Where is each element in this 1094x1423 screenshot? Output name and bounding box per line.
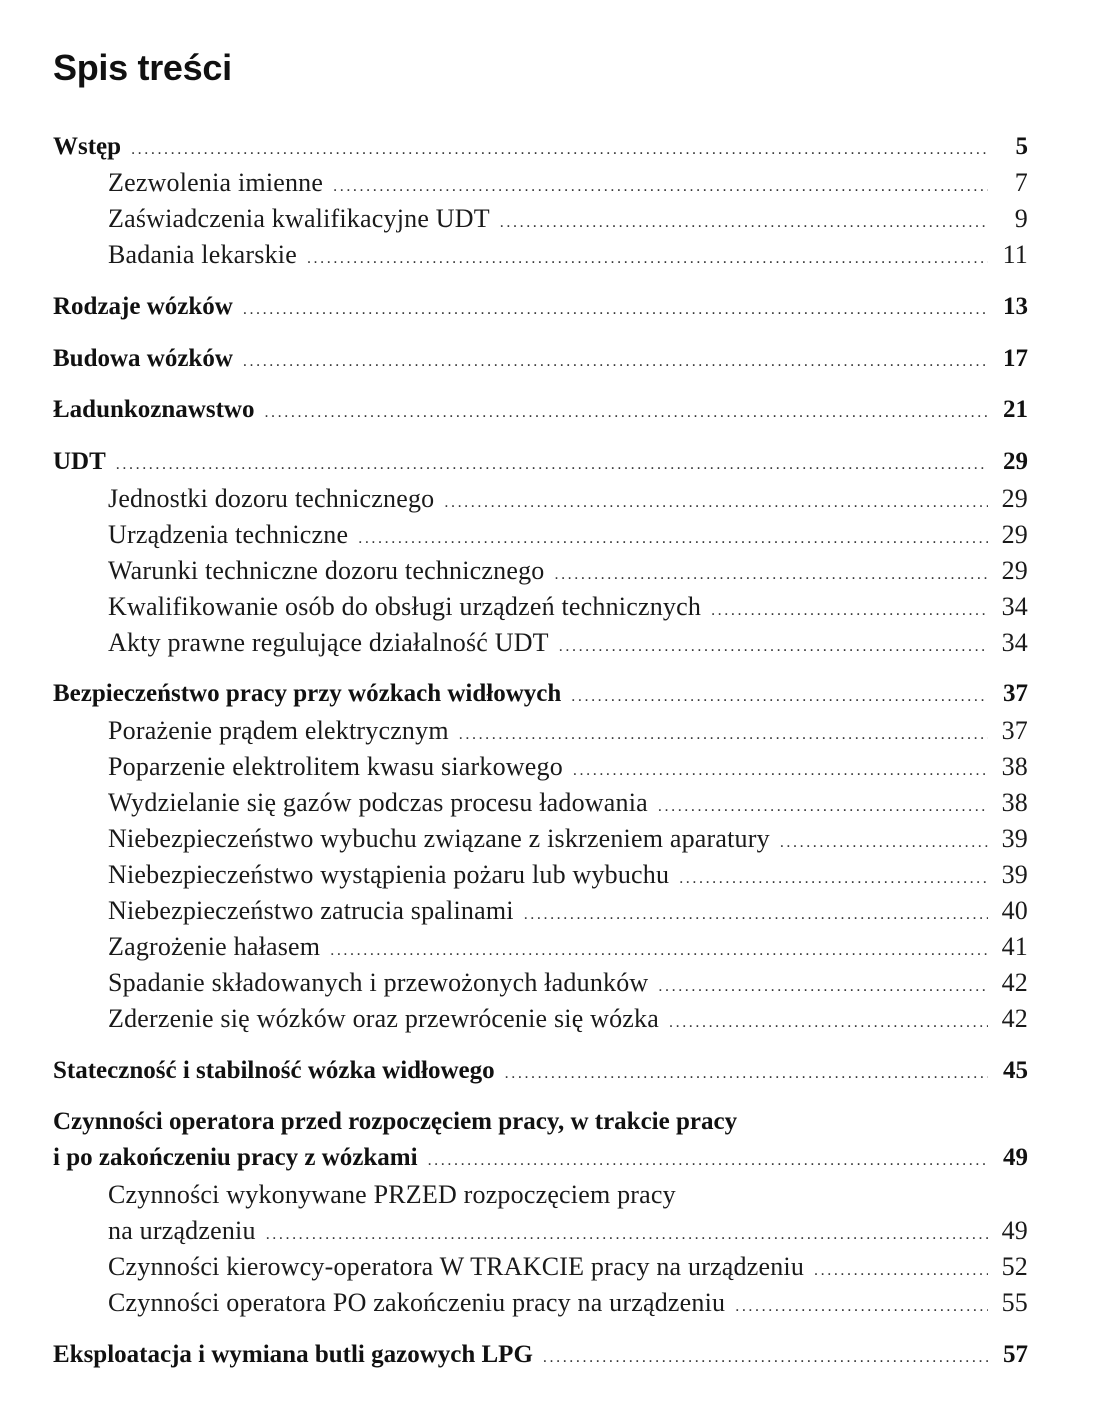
dot-leader [669,1005,988,1041]
dot-leader [814,1253,988,1289]
dot-leader [554,557,988,593]
toc-entry[interactable] [0,444,1094,480]
toc-subentry[interactable] [0,749,1094,785]
toc-page-number: 29 [1003,448,1028,475]
dot-leader [500,205,988,241]
toc-entry-title: Ładunkoznawstwo [53,396,255,423]
toc-entry-title: Spadanie składowanych i przewożonych ładunków [108,968,649,997]
toc-page-number: 29 [1001,520,1028,549]
toc-subentry[interactable] [0,237,1094,273]
toc-entry-title: Czynności operatora PO zakończeniu pracy na urządzeniu [108,1288,726,1317]
toc-entry-title: Czynności operatora przed rozpoczęciem pracy, w trakcie pracy [53,1108,738,1135]
toc-page-number: 29 [1001,556,1028,585]
toc-entry-title: Porażenie prądem elektrycznym [108,716,449,745]
toc-entry-title: Niebezpieczeństwo wystąpienia pożaru lub wybuchu [108,860,670,889]
toc-entry-first-line[interactable] [0,1104,1094,1140]
dot-leader [131,132,988,168]
toc-entry-title: Eksploatacja i wymiana butli gazowych LPG [53,1341,533,1368]
dot-leader [333,169,988,205]
dot-leader [658,969,988,1005]
toc-page-number: 37 [1001,716,1028,745]
toc-entry-title: Niebezpieczeństwo zatrucia spalinami [108,896,514,925]
toc-page-number: 45 [1003,1057,1028,1084]
toc-page-number: 40 [1001,896,1028,925]
toc-entry-title: Poparzenie elektrolitem kwasu siarkowego [108,752,563,781]
toc-entry[interactable] [0,1053,1094,1089]
toc-subentry[interactable] [0,1249,1094,1285]
toc-entry-title: Urządzenia techniczne [108,520,349,549]
toc-entry[interactable] [0,392,1094,428]
toc-subentry[interactable] [0,893,1094,929]
toc-entry[interactable] [0,289,1094,325]
toc-entry[interactable] [0,341,1094,377]
toc-entry-title: Wydzielanie się gazów podczas procesu ładowania [108,788,648,817]
dot-leader [264,395,988,431]
dot-leader [679,861,988,897]
toc-page-number: 42 [1001,1004,1028,1033]
toc-subentry[interactable] [0,929,1094,965]
dot-leader [543,1340,988,1376]
toc-entry[interactable] [0,676,1094,712]
page-title: Spis treści [53,47,232,88]
toc-subentry[interactable] [0,1213,1094,1249]
toc-page-number: 38 [1001,788,1028,817]
dot-leader [571,679,988,715]
toc-page-number: 7 [1014,168,1028,197]
toc-entry-title: Rodzaje wózków [53,293,233,320]
dot-leader [735,1289,988,1325]
toc-page-number: 38 [1001,752,1028,781]
dot-leader [243,344,988,380]
dot-leader [307,241,988,277]
toc-page-number: 55 [1001,1288,1028,1317]
toc-subentry[interactable] [0,1001,1094,1037]
toc-page-number: 49 [1003,1144,1028,1171]
dot-leader [780,825,988,861]
toc-page-number: 11 [1002,240,1028,269]
toc-entry-title: Wstęp [53,133,122,160]
dot-leader [243,292,988,328]
dot-leader [573,753,988,789]
toc-entry-title: Zaświadczenia kwalifikacyjne UDT [108,204,490,233]
toc-subentry[interactable] [0,857,1094,893]
toc-page-number: 9 [1014,204,1028,233]
toc-page-number: 34 [1001,628,1028,657]
toc-entry-title: Czynności kierowcy-operatora W TRAKCIE pracy na urządzeniu [108,1252,805,1281]
toc-entry-title: Niebezpieczeństwo wybuchu związane z iskrzeniem aparatury [108,824,770,853]
toc-entry-title: Zagrożenie hałasem [108,932,321,961]
toc-page-number: 39 [1001,824,1028,853]
dot-leader [266,1217,988,1253]
toc-subentry[interactable] [0,165,1094,201]
toc-entry-title: Badania lekarskie [108,240,297,269]
toc-page-number: 42 [1001,968,1028,997]
toc-subentry[interactable] [0,965,1094,1001]
toc-entry-title: Warunki techniczne dozoru technicznego [108,556,545,585]
toc-entry-title: Bezpieczeństwo pracy przy wózkach widłowych [53,680,562,707]
toc-page-number: 29 [1001,484,1028,513]
toc-entry-title: Akty prawne regulujące działalność UDT [108,628,549,657]
toc-entry-title: Kwalifikowanie osób do obsługi urządzeń technicznych [108,592,702,621]
toc-subentry-first-line[interactable] [0,1177,1094,1213]
dot-leader [330,933,988,969]
toc-page-number: 37 [1003,680,1028,707]
toc-entry-title: Zezwolenia imienne [108,168,324,197]
dot-leader [428,1143,988,1179]
toc-page-number: 41 [1001,932,1028,961]
toc-subentry[interactable] [0,517,1094,553]
toc-subentry[interactable] [0,713,1094,749]
toc-page-number: 21 [1003,396,1028,423]
toc-page-number: 39 [1001,860,1028,889]
toc-entry-title: na urządzeniu [108,1216,256,1245]
toc-entry-title: Jednostki dozoru technicznego [108,484,435,513]
dot-leader [116,447,988,483]
toc-entry-title: i po zakończeniu pracy z wózkami [53,1144,418,1171]
toc-subentry[interactable] [0,785,1094,821]
dot-leader [524,897,988,933]
toc-subentry[interactable] [0,553,1094,589]
toc-page-number: 34 [1001,592,1028,621]
toc-subentry[interactable] [0,625,1094,661]
toc-entry-title: UDT [53,448,106,475]
toc-entry[interactable] [0,1337,1094,1373]
dot-leader [658,789,988,825]
toc-subentry[interactable] [0,1285,1094,1321]
dot-leader [358,521,988,557]
toc-page-number: 49 [1001,1216,1028,1245]
toc-page-number: 5 [1015,133,1028,160]
toc-subentry[interactable] [0,201,1094,237]
dot-leader [559,629,988,665]
dot-leader [505,1056,988,1092]
toc-entry-title: Zderzenie się wózków oraz przewrócenie się wózka [108,1004,659,1033]
dot-leader [444,485,988,521]
toc-page-number: 17 [1003,345,1028,372]
toc-entry[interactable] [0,129,1094,165]
dot-leader [459,717,988,753]
toc-subentry[interactable] [0,481,1094,517]
toc-page-number: 13 [1003,293,1028,320]
toc-subentry[interactable] [0,821,1094,857]
toc-entry-title: Czynności wykonywane PRZED rozpoczęciem pracy [108,1180,676,1209]
toc-entry-title: Budowa wózków [53,345,233,372]
toc-entry[interactable] [0,1140,1094,1176]
toc-page-number: 57 [1003,1341,1028,1368]
toc-page-number: 52 [1001,1252,1028,1281]
dot-leader [711,593,988,629]
toc-entry-title: Stateczność i stabilność wózka widłowego [53,1057,495,1084]
toc-subentry[interactable] [0,589,1094,625]
